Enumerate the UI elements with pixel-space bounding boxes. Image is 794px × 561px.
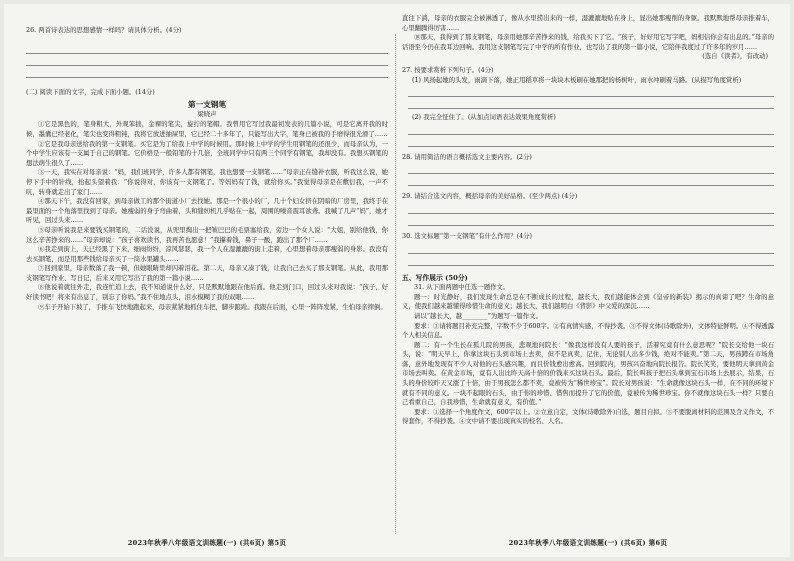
question-28: 28. 请用简洁的语言概括选文主要内容。(2分) <box>402 152 532 161</box>
question-27-1: (1) 风扬起她的头发，雨滴下落，她正用稻草将一块块木板刷在她那把的杨树叶，雨水冲刷着马路。(从描写角度赏析) <box>412 75 742 84</box>
essay-topic-1: 题一：时光静好，我们发现生命总是在不断成长的过程，越长大，我们越能体会到《皇帝的新装》揭示的真谛了吧？生命的意义，使我们越来越懂得珍惜生命的意义；越长大，我们越明白《背影》中父爱的深沉…… <box>402 292 774 311</box>
answer-line[interactable] <box>408 89 774 97</box>
answer-line[interactable] <box>26 46 388 54</box>
answer-line[interactable] <box>408 101 774 109</box>
page-5 <box>26 4 388 557</box>
question-29: 29. 请结合选文内容，概括母亲的美好品格。(至少两点) (4分) <box>402 192 578 201</box>
question-30: 30. 选文标题“第一支钢笔”有什么作用？(4分) <box>402 231 533 240</box>
passage-paragraph-underlined: ⑥我走到街上，天已经黑了下来，细雨纷纷，凉风瑟瑟，我一个人在湿漉漉的街上走着，心里想着母亲那瘦弱的身影。我没有去买钢笔，而是用那些钱给母亲买了一筒水果罐头…… <box>26 245 388 263</box>
essay-topic-2: 题二：有一个生长在孤儿院的男孩，悲观地问院长：“像我这样没有人要的孩子，活着究竟有什么意思呢？”院长交给他一块石头，说：“明天早上，你拿这块石头到市场上去卖，但不是真卖，记住，无论别人出多少钱，绝对不能卖。”第二天，男孩蹲在市场角落，意外地发现有不少人对他的石头感兴趣，而且价钱愈出愈高。回到院内，男孩兴奋地向院长报告。院长笑笑，要他明天拿到黄金市场去叫卖。在黄金市场，竟有人出比昨天高十倍的价钱来买这块石头。最后，院长叫孩子把石头拿到宝石市场上去展示，结果，石头的身价较昨天又涨了十倍，由于男孩怎么都不卖，竟被传为“稀世珍宝”。院长对男孩说：“生命就像这块石头一样，在不同的环境下就有不同的意义。一块不起眼的石头，由于你的珍惜、惜售而提升了它的价值，竟被传为稀世珍宝。你不就像这块石头一样？只要自己看重自己，自我珍惜，生命就有意义，有价值。” <box>402 340 774 407</box>
question-31: 31. 从下面两题中任选一题作文。 <box>414 283 510 292</box>
column-divider <box>395 34 396 534</box>
reading-section-heading: (二) 阅读下面的文字，完成下面小题。(14分) <box>26 87 155 96</box>
answer-line[interactable] <box>408 246 774 254</box>
passage-continuation: 直往下淌，母亲的衣服完全被淋透了，像从水里捞出来的一样，湿漉漉地贴在身上，显出她那瘦削的身躯。我默默地帮母亲推着车，心里翻腾得厉害…… <box>402 14 774 32</box>
answer-line[interactable] <box>408 178 774 186</box>
question-26: 26. 两首诗表达的思想感情一样吗？请具体分析。(4分) <box>26 26 182 34</box>
passage-paragraph: ⑤母亲听说我是来要钱买钢笔的，二话没说，从兜里掏出一把皱巴巴的毛票塞给我，旁边一个女人说：“大姐，别给他钱，你这么辛苦挣来的……”母亲却说：“孩子喜欢读书，我再苦也愿意！”我攥着钱，鼻子一酸，跑出了那个厂…… <box>26 225 388 244</box>
page-footer: 2023年秋季八年级语文训练题(一) (共6页) 第6页 <box>508 539 668 548</box>
passage-paragraph: ⑨车子开始下坡了，手推车飞快地跑起来，母亲紧紧地抓住车把，脚步踉跄。我跟在后面，心里一阵阵发紧，生怕母亲摔倒。 <box>38 302 387 311</box>
passage-paragraph: ⑩那天，我得到了那支钢笔，母亲用她那辛苦挣来的钱，给我买下了它。“孩子，好好用它写字吧，妈相信你会有出息的。”母亲的话语至今仍在我耳边回响。我用这支钢笔写完了中学的所有作业，也写出了我的第一篇小说，它陪伴我度过了许多年的岁月…… <box>402 33 774 51</box>
answer-line[interactable] <box>408 127 774 135</box>
page-6 <box>402 4 774 557</box>
answer-line[interactable] <box>26 70 388 78</box>
passage-paragraph: ②它是我母亲送给我的第一支钢笔。买它是为了给我上中学的时候用。那时候上中学的学生用钢笔的还很少，而母亲认为，一个中学生应该有一支属于自己的钢笔。它价格是一般铅笔的十几倍，全班同学中只有两三个同学有钢笔，我却没有。我想买钢笔的想法萌生很久了…… <box>26 139 388 167</box>
question-27: 27. 按要求赏析下列句子。(4分) <box>402 65 494 74</box>
answer-line[interactable] <box>408 139 774 147</box>
passage-paragraph: ④那天下午，我没有回家，到母亲做工的那个街道小厂去找她。那是一个很小的厂，几十个妇女挤在阴暗的厂房里，我终于在最里面的一个角落里找到了母亲。她瘦弱的身子弯曲着，头和缝纫机几乎贴在一起，周围的噪音震耳欲聋。我喊了几声“妈”，她才听见，回过头来…… <box>26 197 388 225</box>
answer-line[interactable] <box>408 218 774 226</box>
page-footer: 2023年秋季八年级语文训练题(一) (共6页) 第5页 <box>127 539 287 548</box>
passage-author: 梁晓声 <box>197 109 217 118</box>
exam-sheet <box>4 4 790 557</box>
passage-title: 第一支钢笔 <box>188 100 226 110</box>
answer-line[interactable] <box>408 206 774 214</box>
passage-source: (选自《读者》，有改动) <box>702 52 768 61</box>
essay-topic-1-requirements: 要求：①请将题目补充完整，字数不少于600字。②有真情实感，不得抄袭。③不得文体(诗歌除外)，文体特征鲜明。④不得透露个人相关信息。 <box>402 321 774 340</box>
essay-topic-2-requirements: 要求：①选择一个角度作文，600字以上。②立意自定，文体(诗歌除外)自选，题目自拟。③不要脱离材料的范围及含义作文，不得套作，不得抄袭。④文中请不要出现真实的校名、人名。 <box>402 407 774 426</box>
answer-line[interactable] <box>26 58 388 66</box>
answer-line[interactable] <box>408 166 774 174</box>
passage-paragraph: ③一天，我实在对母亲说：“妈，我们班同学，许多人都有钢笔，我也想要一支钢笔……”母亲正在缝补衣服，听我这么说，她停下手中的针线，抬起头望着我：“你说得对，你该有一支钢笔了。等妈妈有了钱，就给你买。”我觉得母亲是在敷衍我，一声不吭，转身就走出了家门…… <box>26 168 388 196</box>
answer-line[interactable] <box>408 258 774 266</box>
essay-topic-1-prompt: 请以“越长大，越________”为题写一篇作文。 <box>414 311 542 320</box>
passage-paragraph: ①它是黑色的，笔身粗大，外观笨拙，金裸的笔尖，旋拧的笔帽。我曾用它写过我最初发表的几篇小说，可是它离开我的时候，墨囊已经老化，笔尖也变得粗钝，我将它放进抽屉里，它已经二十多年了，只能写出大字，笔身已被我的手磨得很光滑了…… <box>26 120 388 138</box>
passage-paragraph: ⑦回到家里，母亲数落了我一顿，但她眼睛里却闪着泪花。第二天，母亲又凑了钱，让我自己去买了那支钢笔。从此，我用那支钢笔写作业、写日记，后来又用它写出了我的第一篇小说…… <box>26 264 388 282</box>
question-27-2: (2) 我完全怔住了。(从加点词语表达效果角度赏析) <box>412 113 556 122</box>
passage-paragraph: ⑧他说着就往外走，我连忙追上去，我不知道说什么好，只是默默地跟在他后面。他走到门口，回过头来对我说：“孩子，好好读书吧！将来有出息了，别忘了你妈。”我不住地点头，泪水模糊了我的双眼…… <box>26 283 388 302</box>
writing-section-heading: 五、写作展示 (50分) <box>402 273 468 282</box>
